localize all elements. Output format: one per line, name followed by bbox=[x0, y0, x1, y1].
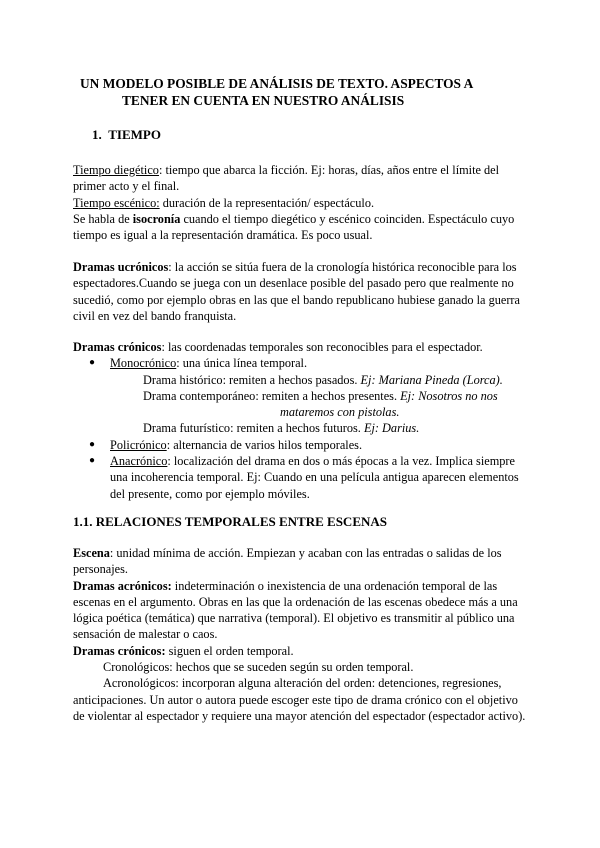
paragraph-diegetico bbox=[73, 162, 528, 195]
cronicos-section bbox=[73, 339, 528, 502]
title-line-2: TENER EN CUENTA EN NUESTRO ANÁLISIS bbox=[122, 93, 405, 108]
example-futuristico bbox=[73, 420, 528, 436]
paragraph-cronologicos: Cronológicos: hechos que se suceden según su orden temporal. bbox=[103, 660, 414, 675]
ucronicos-paragraph bbox=[73, 259, 528, 324]
list-item-policronico bbox=[73, 437, 528, 453]
example: Ej: Mariana Pineda (Lorca). bbox=[360, 372, 503, 387]
term-dramas-cronicos: Dramas crónicos bbox=[73, 340, 162, 354]
text: : alternancia de varios hilos temporales. bbox=[166, 437, 363, 452]
term-dramas-ucronicos: Dramas ucrónicos bbox=[73, 260, 169, 274]
section-heading-relaciones: 1.1. RELACIONES TEMPORALES ENTRE ESCENAS bbox=[73, 514, 387, 529]
term-tiempo-diegetico: Tiempo diegético bbox=[73, 163, 159, 177]
paragraph-acronologicos: Acronológicos: incorporan alguna alteración del orden: detenciones, regresiones, anticipaciones. Un autor o autora puede escoger este tipo de drama crónico con el objetivo de violentar al espectador y requiere una mayor atención del espectador (espectador activo). bbox=[73, 676, 526, 723]
paragraph-cronicos bbox=[73, 643, 528, 659]
term-escena: Escena bbox=[73, 546, 110, 560]
paragraph-acronicos bbox=[73, 578, 528, 643]
list-item-anacronico bbox=[73, 453, 528, 502]
definition-text: indeterminación o inexistencia de una ordenación temporal de las escenas en el argumento. Obras en las que la ordenación de las escenas obedece más a una lógica poética (temática) que narrativa (temporal). El objetivo es transmitir al público una sensación de malestar o caos. bbox=[73, 578, 518, 642]
document-title bbox=[80, 75, 520, 109]
example: Ej: Nosotros no nos bbox=[400, 388, 498, 403]
term: Monocrónico bbox=[110, 356, 177, 371]
example-contemporaneo bbox=[73, 388, 528, 421]
definition-text: : tiempo que abarca la ficción. Ej: horas, días, años entre el límite del primer acto y el final. bbox=[73, 163, 500, 194]
example-historico bbox=[73, 372, 528, 388]
text: Drama histórico: remiten a hechos pasados. bbox=[143, 372, 361, 387]
tiempo-definitions bbox=[73, 162, 528, 243]
definition-text: : la acción se sitúa fuera de la cronología histórica reconocible para los espectadores.Cuando se juega con un desenlace posible del pasado pero que realmente no sucedió, como por ejemplo obras en las que el bando republicano hubiese ganado la guerra civil en vez del bando franquista. bbox=[73, 260, 520, 323]
paragraph-escena bbox=[73, 545, 528, 578]
definition-text: : unidad mínima de acción. Empiezan y acaban con las entradas o salidas de los personajes. bbox=[73, 546, 502, 577]
paragraph-isocronia bbox=[73, 211, 528, 244]
term-dramas-acronicos: Dramas acrónicos: bbox=[73, 578, 172, 593]
escenas-section bbox=[73, 545, 528, 724]
title-line-1: UN MODELO POSIBLE DE ANÁLISIS DE TEXTO. ASPECTOS A bbox=[80, 76, 474, 91]
text: Drama contemporáneo: remiten a hechos presentes. bbox=[143, 388, 401, 403]
example: Ej: Darius. bbox=[363, 421, 420, 436]
section-heading-tiempo bbox=[92, 127, 161, 143]
text: Se habla de bbox=[73, 211, 133, 226]
paragraph-escenico bbox=[73, 195, 528, 211]
list-item-monocronico bbox=[73, 355, 528, 371]
definition-text: cuando el tiempo diegético y escénico coinciden. Espectáculo cuyo tiempo es igual a la representación dramática. Es poco usual. bbox=[73, 211, 515, 243]
term: Anacrónico bbox=[110, 454, 168, 469]
definition-text: siguen el orden temporal. bbox=[165, 643, 294, 658]
term-isocronia: isocronía bbox=[132, 211, 181, 226]
bullet-icon: ● bbox=[89, 357, 96, 369]
definition-text: : las coordenadas temporales son reconocibles para el espectador. bbox=[161, 340, 483, 354]
bullet-icon: ● bbox=[89, 455, 96, 467]
example: mataremos con pistolas. bbox=[280, 405, 400, 420]
text: : una única línea temporal. bbox=[176, 356, 308, 371]
bullet-icon: ● bbox=[89, 438, 96, 450]
term-dramas-cronicos-2: Dramas crónicos: bbox=[73, 643, 166, 658]
section-title: TIEMPO bbox=[108, 127, 161, 142]
definition-text: duración de la representación/ espectáculo. bbox=[159, 195, 375, 210]
term: Policrónico bbox=[110, 437, 167, 452]
text: : localización del drama en dos o más épocas a la vez. Implica siempre una incoherencia temporal. Ej: Cuando en una película antigua aparecen elementos del presente, como por ejemplo móviles. bbox=[110, 454, 519, 501]
text: Drama futurístico: remiten a hechos futuros. bbox=[143, 421, 364, 436]
cronicos-intro bbox=[73, 339, 528, 355]
section-number: 1. bbox=[92, 127, 102, 142]
term-tiempo-escenico: Tiempo escénico: bbox=[73, 195, 160, 210]
